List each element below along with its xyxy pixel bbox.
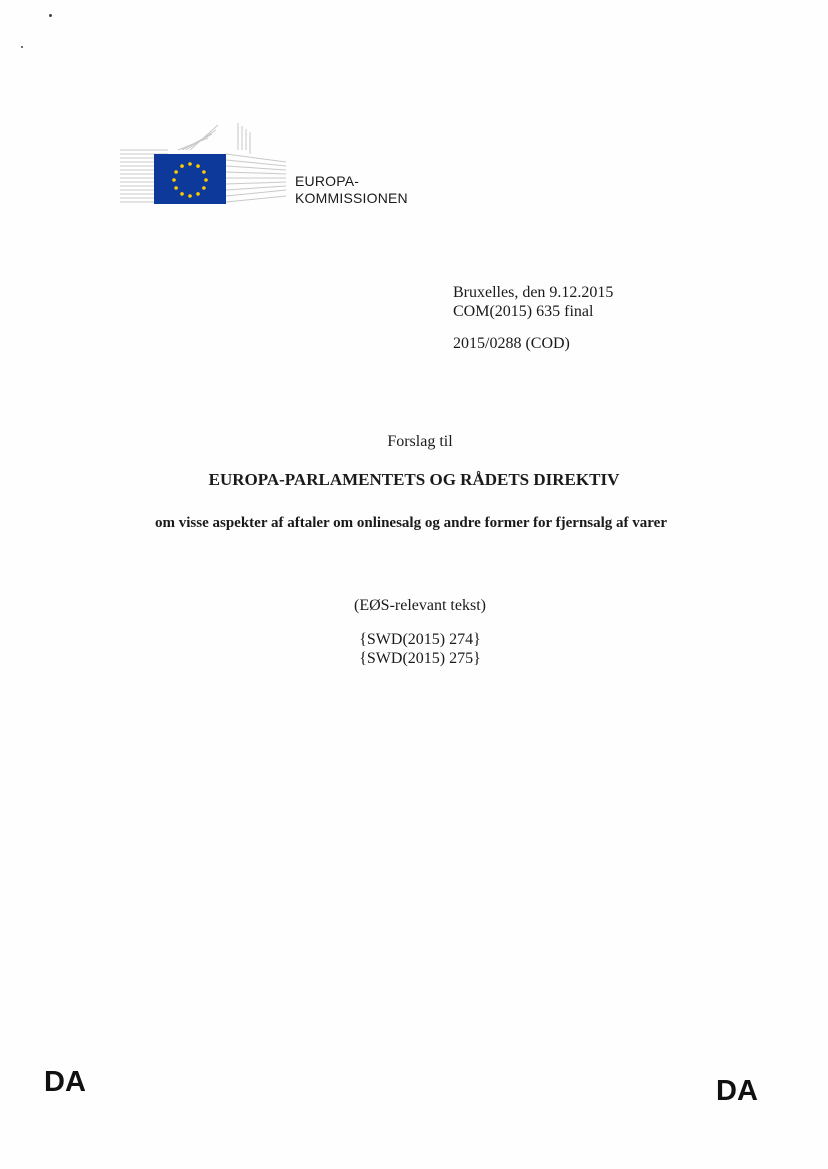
- organization-name-line1: EUROPA-: [295, 173, 360, 189]
- swd-reference: {SWD(2015) 275}: [359, 650, 481, 667]
- document-title: EUROPA-PARLAMENTETS OG RÅDETS DIREKTIV: [208, 470, 620, 489]
- eea-relevance-note: (EØS-relevant tekst): [354, 597, 486, 614]
- scan-speck: [21, 46, 23, 48]
- scan-speck: [49, 14, 52, 17]
- swd-references: [6, 630, 828, 668]
- document-subject: om visse aspekter af aftaler om onlinesalg og andre former for fjernsalg af varer: [155, 515, 667, 531]
- organization-name: [295, 173, 408, 207]
- swd-reference: {SWD(2015) 274}: [359, 631, 481, 648]
- procedure-number: 2015/0288 (COD): [453, 335, 570, 352]
- document-meta: [453, 283, 613, 321]
- language-code-left: DA: [44, 1066, 86, 1098]
- place-date: Bruxelles, den 9.12.2015: [453, 284, 614, 301]
- language-code-right: DA: [716, 1075, 758, 1107]
- organization-name-line2: KOMMISSIONEN: [295, 190, 408, 206]
- european-commission-logo-icon: [118, 120, 288, 215]
- proposal-intro: Forslag til: [387, 433, 453, 450]
- com-reference: COM(2015) 635 final: [453, 303, 594, 320]
